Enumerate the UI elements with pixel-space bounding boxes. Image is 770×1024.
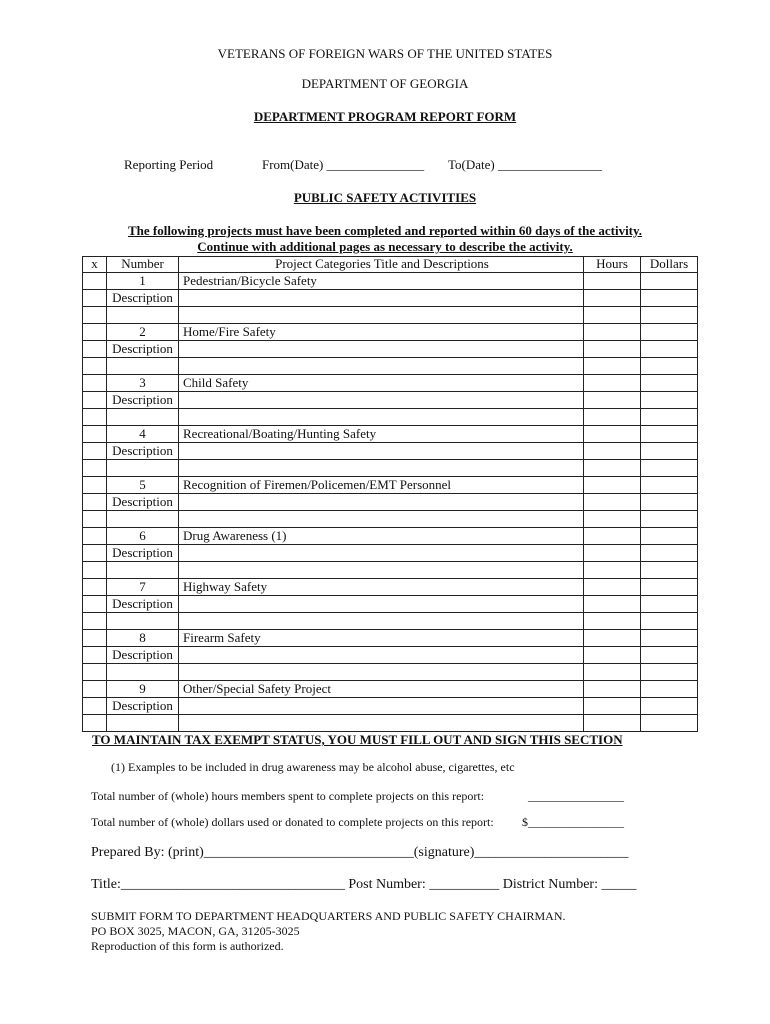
hours-field[interactable] (584, 630, 641, 647)
submit-instructions: SUBMIT FORM TO DEPARTMENT HEADQUARTERS AND PUBLIC SAFETY CHAIRMAN. (91, 909, 566, 923)
header-dollars: Dollars (641, 257, 698, 273)
dollars-field[interactable] (641, 494, 698, 511)
item-title: Recognition of Firemen/Policemen/EMT Personnel (179, 477, 584, 494)
check-cell[interactable] (83, 375, 107, 392)
item-title: Drug Awareness (1) (179, 528, 584, 545)
hours-field[interactable] (584, 409, 641, 426)
table-row (83, 630, 698, 647)
dollars-field[interactable] (641, 681, 698, 698)
hours-field[interactable] (584, 545, 641, 562)
dollars-field[interactable] (641, 324, 698, 341)
activities-table (82, 256, 698, 732)
prepared-by-line[interactable]: Prepared By: (print)______________________________(signature)______________________ (91, 845, 629, 860)
reporting-period-label: Reporting Period (124, 157, 214, 172)
table-row (83, 443, 698, 460)
check-cell[interactable] (83, 426, 107, 443)
total-dollars-label: Total number of (whole) dollars used or donated to complete projects on this report: (91, 815, 494, 829)
check-cell[interactable] (83, 307, 107, 324)
description-field[interactable] (179, 596, 584, 613)
check-cell[interactable] (83, 477, 107, 494)
description-field[interactable] (179, 460, 584, 477)
check-cell[interactable] (83, 443, 107, 460)
hours-field[interactable] (584, 664, 641, 681)
dollars-field[interactable] (641, 290, 698, 307)
table-row (83, 579, 698, 596)
hours-field[interactable] (584, 579, 641, 596)
hours-field[interactable] (584, 494, 641, 511)
description-field[interactable] (179, 664, 584, 681)
hours-field[interactable] (584, 647, 641, 664)
item-title: Child Safety (179, 375, 584, 392)
table-row (83, 545, 698, 562)
dollars-field[interactable] (641, 392, 698, 409)
item-number: 4 (107, 426, 179, 443)
table-row (83, 341, 698, 358)
hours-field[interactable] (584, 460, 641, 477)
table-row (83, 426, 698, 443)
table-row (83, 698, 698, 715)
check-cell[interactable] (83, 494, 107, 511)
description-field[interactable] (179, 409, 584, 426)
item-number: 3 (107, 375, 179, 392)
table-row (83, 477, 698, 494)
description-field[interactable] (179, 647, 584, 664)
description-label: Description (107, 494, 179, 511)
hours-field[interactable] (584, 562, 641, 579)
item-number: 2 (107, 324, 179, 341)
check-cell[interactable] (83, 324, 107, 341)
item-number: 7 (107, 579, 179, 596)
table-row (83, 307, 698, 324)
check-cell[interactable] (83, 528, 107, 545)
description-field[interactable] (179, 443, 584, 460)
check-cell[interactable] (83, 562, 107, 579)
dollars-field[interactable] (641, 443, 698, 460)
number-cell (107, 307, 179, 324)
table-row (83, 664, 698, 681)
table-row (83, 409, 698, 426)
item-number: 6 (107, 528, 179, 545)
check-cell[interactable] (83, 358, 107, 375)
dept-heading: DEPARTMENT OF GEORGIA (301, 76, 469, 91)
table-row (83, 647, 698, 664)
description-label: Description (107, 545, 179, 562)
header-categories: Project Categories Title and Descriptions (179, 257, 584, 273)
hours-field[interactable] (584, 613, 641, 630)
description-label: Description (107, 290, 179, 307)
description-field[interactable] (179, 698, 584, 715)
number-cell (107, 562, 179, 579)
header-x: x (83, 257, 107, 273)
dollars-field[interactable] (641, 426, 698, 443)
check-cell[interactable] (83, 273, 107, 290)
tax-exempt-notice: TO MAINTAIN TAX EXEMPT STATUS, YOU MUST FILL OUT AND SIGN THIS SECTION (92, 732, 623, 747)
dollars-field[interactable] (641, 409, 698, 426)
header-hours: Hours (584, 257, 641, 273)
hours-field[interactable] (584, 358, 641, 375)
check-cell[interactable] (83, 341, 107, 358)
mailing-address: PO BOX 3025, MACON, GA, 31205-3025 (91, 924, 300, 938)
item-title: Other/Special Safety Project (179, 681, 584, 698)
description-label: Description (107, 443, 179, 460)
dollars-field[interactable] (641, 307, 698, 324)
item-number: 9 (107, 681, 179, 698)
description-field[interactable] (179, 341, 584, 358)
check-cell[interactable] (83, 392, 107, 409)
description-label: Description (107, 341, 179, 358)
hours-field[interactable] (584, 290, 641, 307)
dollars-field[interactable] (641, 613, 698, 630)
table-row (83, 528, 698, 545)
hours-field[interactable] (584, 324, 641, 341)
description-field[interactable] (179, 562, 584, 579)
item-title: Pedestrian/Bicycle Safety (179, 273, 584, 290)
item-title: Recreational/Boating/Hunting Safety (179, 426, 584, 443)
item-number: 8 (107, 630, 179, 647)
description-label: Description (107, 596, 179, 613)
check-cell[interactable] (83, 511, 107, 528)
hours-field[interactable] (584, 273, 641, 290)
dollars-field[interactable] (641, 511, 698, 528)
description-field[interactable] (179, 613, 584, 630)
dollars-field[interactable] (641, 562, 698, 579)
check-cell[interactable] (83, 579, 107, 596)
total-hours-field[interactable]: ________________ (528, 789, 624, 803)
dollars-field[interactable] (641, 545, 698, 562)
item-number: 1 (107, 273, 179, 290)
instructions-line-1: The following projects must have been completed and reported within 60 days of the activity. (127, 223, 643, 238)
number-cell (107, 358, 179, 375)
item-title: Home/Fire Safety (179, 324, 584, 341)
dollars-field[interactable] (641, 460, 698, 477)
dollars-field[interactable] (641, 273, 698, 290)
drug-awareness-footnote: (1) Examples to be included in drug awareness may be alcohol abuse, cigarettes, etc (111, 760, 515, 774)
from-date-field[interactable]: From(Date) _______________ (262, 157, 425, 172)
check-cell[interactable] (83, 664, 107, 681)
dollars-field[interactable] (641, 698, 698, 715)
dollars-field[interactable] (641, 477, 698, 494)
table-row (83, 324, 698, 341)
check-cell[interactable] (83, 698, 107, 715)
hours-field[interactable] (584, 681, 641, 698)
check-cell[interactable] (83, 715, 107, 732)
hours-field[interactable] (584, 596, 641, 613)
dollars-field[interactable] (641, 715, 698, 732)
table-row (83, 273, 698, 290)
item-number: 5 (107, 477, 179, 494)
org-heading: VETERANS OF FOREIGN WARS OF THE UNITED STATES (217, 46, 553, 61)
check-cell[interactable] (83, 409, 107, 426)
reproduction-note: Reproduction of this form is authorized. (91, 939, 284, 953)
description-field[interactable] (179, 307, 584, 324)
check-cell[interactable] (83, 290, 107, 307)
description-field[interactable] (179, 392, 584, 409)
description-label: Description (107, 647, 179, 664)
instructions-line-2: Continue with additional pages as necessary to describe the activity. (197, 239, 573, 254)
number-cell (107, 613, 179, 630)
check-cell[interactable] (83, 460, 107, 477)
check-cell[interactable] (83, 596, 107, 613)
hours-field[interactable] (584, 392, 641, 409)
hours-field[interactable] (584, 443, 641, 460)
number-cell (107, 511, 179, 528)
hours-field[interactable] (584, 307, 641, 324)
to-date-field[interactable]: To(Date) ________________ (448, 157, 602, 172)
dollars-field[interactable] (641, 341, 698, 358)
description-field[interactable] (179, 290, 584, 307)
dollars-field[interactable] (641, 596, 698, 613)
hours-field[interactable] (584, 715, 641, 732)
description-field[interactable] (179, 715, 584, 732)
table-row (83, 596, 698, 613)
number-cell (107, 664, 179, 681)
check-cell[interactable] (83, 630, 107, 647)
hours-field[interactable] (584, 375, 641, 392)
table-row (83, 681, 698, 698)
table-header-row (83, 257, 698, 273)
description-field[interactable] (179, 358, 584, 375)
table-row (83, 715, 698, 732)
hours-field[interactable] (584, 698, 641, 715)
dollars-field[interactable] (641, 358, 698, 375)
dollars-field[interactable] (641, 664, 698, 681)
form-title: DEPARTMENT PROGRAM REPORT FORM (253, 109, 517, 124)
table-row (83, 511, 698, 528)
hours-field[interactable] (584, 511, 641, 528)
dollars-field[interactable] (641, 630, 698, 647)
dollars-field[interactable] (641, 528, 698, 545)
item-title: Highway Safety (179, 579, 584, 596)
check-cell[interactable] (83, 681, 107, 698)
table-row (83, 375, 698, 392)
description-field[interactable] (179, 545, 584, 562)
header-number: Number (107, 257, 179, 273)
description-label: Description (107, 698, 179, 715)
table-row (83, 392, 698, 409)
hours-field[interactable] (584, 477, 641, 494)
title-post-district-line[interactable]: Title:________________________________ Post Number: __________ District Number: _____ (91, 877, 637, 892)
table-row (83, 460, 698, 477)
check-cell[interactable] (83, 545, 107, 562)
table-row (83, 613, 698, 630)
check-cell[interactable] (83, 613, 107, 630)
dollars-field[interactable] (641, 647, 698, 664)
number-cell (107, 460, 179, 477)
section-title: PUBLIC SAFETY ACTIVITIES (293, 190, 477, 205)
description-label: Description (107, 392, 179, 409)
number-cell (107, 409, 179, 426)
number-cell (107, 715, 179, 732)
dollars-field[interactable] (641, 579, 698, 596)
table-row (83, 494, 698, 511)
table-row (83, 562, 698, 579)
table-row (83, 290, 698, 307)
total-hours-label: Total number of (whole) hours members spent to complete projects on this report: (91, 789, 485, 803)
table-row (83, 358, 698, 375)
description-field[interactable] (179, 511, 584, 528)
dollars-field[interactable] (641, 375, 698, 392)
hours-field[interactable] (584, 528, 641, 545)
description-field[interactable] (179, 494, 584, 511)
hours-field[interactable] (584, 426, 641, 443)
hours-field[interactable] (584, 341, 641, 358)
item-title: Firearm Safety (179, 630, 584, 647)
check-cell[interactable] (83, 647, 107, 664)
total-dollars-field[interactable]: $________________ (522, 815, 624, 829)
